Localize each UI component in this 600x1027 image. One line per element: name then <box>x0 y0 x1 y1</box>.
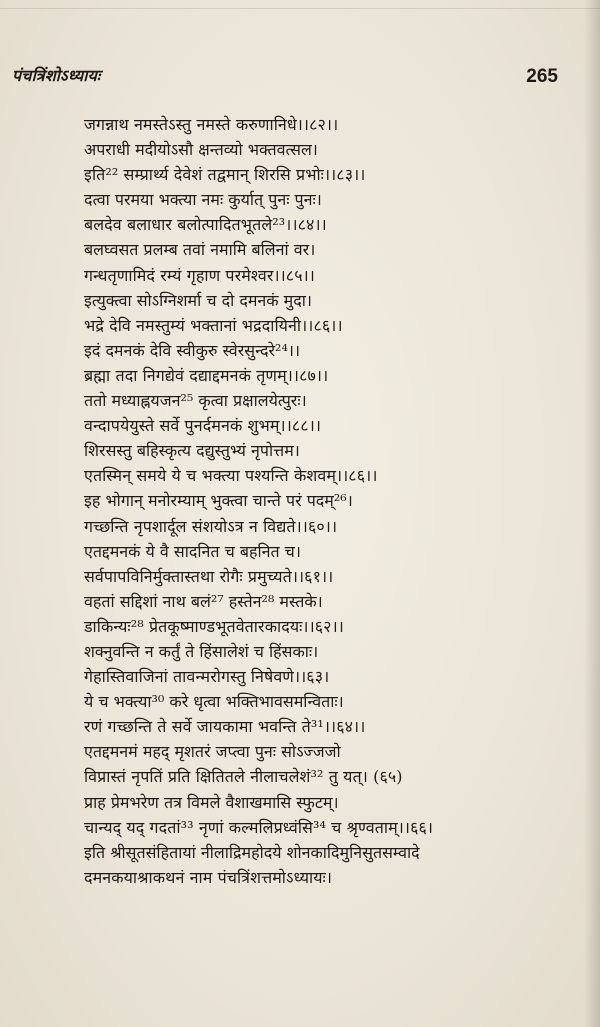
running-head: पंचत्रिंशोऽध्यायः <box>12 66 101 85</box>
verse-line: एतद्दमनकं ये वै सादनित च बहनित च। <box>84 541 301 561</box>
verse-line: विप्रास्तं नृपतिं प्रति क्षितितले नीलाचलेशं³² तु यत्। (६५) <box>84 767 403 787</box>
verse-line: शक्नुवन्ति न कर्तुं ते हिंसालेशं च हिंसकाः। <box>84 641 319 661</box>
verse-line: ततो मध्याह्नयजन²⁵ कृत्वा प्रक्षालयेत्पुरः। <box>84 391 307 411</box>
verse-line: बलदेव बलाधार बलोत्पादितभूतले²³।।८४।। <box>84 215 327 235</box>
verse-line: बलघ्वसत प्रलम्ब तवां नमामि बलिनां वर। <box>84 240 316 260</box>
verse-line: ब्रह्मा तदा निगद्येवं दद्याद्दमनकं तृणम्।।८७।। <box>84 365 329 385</box>
verse-line: जगन्नाथ नमस्तेऽस्तु नमस्ते करुणानिधे।।८२।। <box>84 115 339 134</box>
verse-line: इह भोगान् मनोरम्याम् भुक्त्वा चान्ते परं पदम्²⁶। <box>84 491 353 511</box>
verse-line: इति²² सम्प्रार्थ्य देवेशं तद्वमान् शिरसि प्रभोः।।८३।। <box>84 165 366 185</box>
page-number: 265 <box>526 66 558 87</box>
verse-line: गच्छन्ति नृपशार्दूल संशयोऽत्र न विद्यते।।६०।। <box>84 516 338 536</box>
verse-line: डाकिन्यः²⁸ प्रेतकूष्माण्डभूतवेतारकादयः।।६२।। <box>84 616 344 636</box>
verse-line: वहतां सद्दिशां नाथ बलं²⁷ हस्तेन²⁸ मस्तके। <box>84 591 323 611</box>
verse-line: गेहास्तिवाजिनां तावन्मरोगस्तु निषेवणे।।६३। <box>84 667 330 687</box>
verse-line: भद्रे देवि नमस्तुम्यं भक्तानां भद्रदायिनी।।८६।। <box>84 315 343 335</box>
verse-line: वन्दापयेयुस्ते सर्वे पुनर्दमनकं शुभम्।।८८।। <box>84 416 322 436</box>
verse-line: अपराधी मदीयोऽसौ क्षन्तव्यो भक्तवत्सल। <box>84 140 318 160</box>
verse-line: ये च भक्त्या³⁰ करे धृत्वा भक्तिभावसमन्विताः। <box>84 692 344 712</box>
verse-text-block <box>84 112 584 890</box>
verse-line: इदं दमनकं देवि स्वीकुरु स्वेरसुन्दरे²⁴।। <box>84 340 301 360</box>
page-edge-shadow <box>584 0 600 1027</box>
verse-line: एतस्मिन् समये ये च भक्त्या पश्यन्ति केशवम्।।८६।। <box>84 466 378 486</box>
verse-line: रणं गच्छन्ति ते सर्वे जायकामा भवन्ति ते³¹।।६४।। <box>84 717 366 737</box>
verse-line: एतद्दमनमं महद् मृशतरं जप्त्वा पुनः सोऽज्जजो <box>84 742 341 762</box>
verse-line: चान्यद् यद् गदतां³³ नृणां कल्मलिप्रध्वंसि³⁴ च श्रृण्वताम्।।६६। <box>84 817 434 837</box>
verse-line: गन्धतृणामिदं रम्यं गृहाण परमेश्वर।।८५।। <box>84 265 315 285</box>
verse-line: प्राह प्रेमभरेण तत्र विमले वैशाखमासि स्फुटम्। <box>84 792 339 812</box>
verse-line: दत्वा परमया भक्त्या नमः कुर्यात् पुनः पुनः। <box>84 190 322 210</box>
top-divider <box>0 8 600 9</box>
verse-line: सर्वपापविनिर्मुक्तास्तथा रोगैः प्रमुच्यते।।६१।। <box>84 566 334 586</box>
verse-line: दमनकयाश्राकथनं नाम पंचत्रिंशत्तमोऽध्यायः। <box>84 867 333 887</box>
verse-line: इत्युक्त्वा सोऽग्निशर्मा च दो दमनकं मुदा। <box>84 290 312 310</box>
verse-line: शिरसस्तु बहिस्कृत्य दद्युस्तुभ्यं नृपोत्तम। <box>84 441 300 461</box>
verse-line: इति श्रीसूतसंहितायां नीलाद्रिमहोदये शोनकादिमुनिसुतसम्वादे <box>84 842 420 862</box>
